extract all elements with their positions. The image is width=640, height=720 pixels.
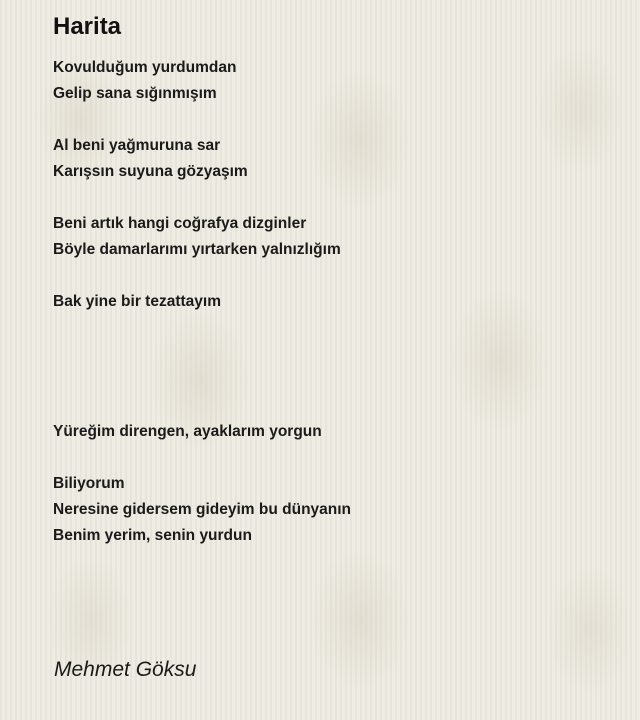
poem-line — [53, 263, 613, 289]
poem-line: Al beni yağmuruna sar — [53, 137, 221, 154]
poem-line — [53, 315, 613, 341]
poem-line — [53, 185, 613, 211]
poem-line: Böyle damarlarımı yırtarken yalnızlığım — [53, 241, 341, 258]
poem-line: Karışsın suyuna gözyaşım — [53, 163, 248, 180]
poem-body — [53, 55, 613, 549]
poem-title: Harita — [53, 13, 122, 40]
poem-line: Gelip sana sığınmışım — [53, 85, 217, 102]
poem-line — [53, 341, 613, 367]
poem-line — [53, 393, 613, 419]
poem-line: Kovulduğum yurdumdan — [53, 59, 237, 76]
poem-line: Beni artık hangi coğrafya dizginler — [53, 215, 307, 232]
poem-line: Biliyorum — [53, 475, 125, 492]
poem-line: Neresine gidersem gideyim bu dünyanın — [53, 501, 352, 518]
poem-line — [53, 107, 613, 133]
poem-line: Benim yerim, senin yurdun — [53, 527, 252, 544]
poem-line: Bak yine bir tezattayım — [53, 293, 221, 310]
poem-line — [53, 367, 613, 393]
poem-line: Yüreğim direngen, ayaklarım yorgun — [53, 423, 322, 440]
poem-line — [53, 445, 613, 471]
poem-author: Mehmet Göksu — [54, 658, 197, 681]
poem-container — [53, 12, 613, 549]
